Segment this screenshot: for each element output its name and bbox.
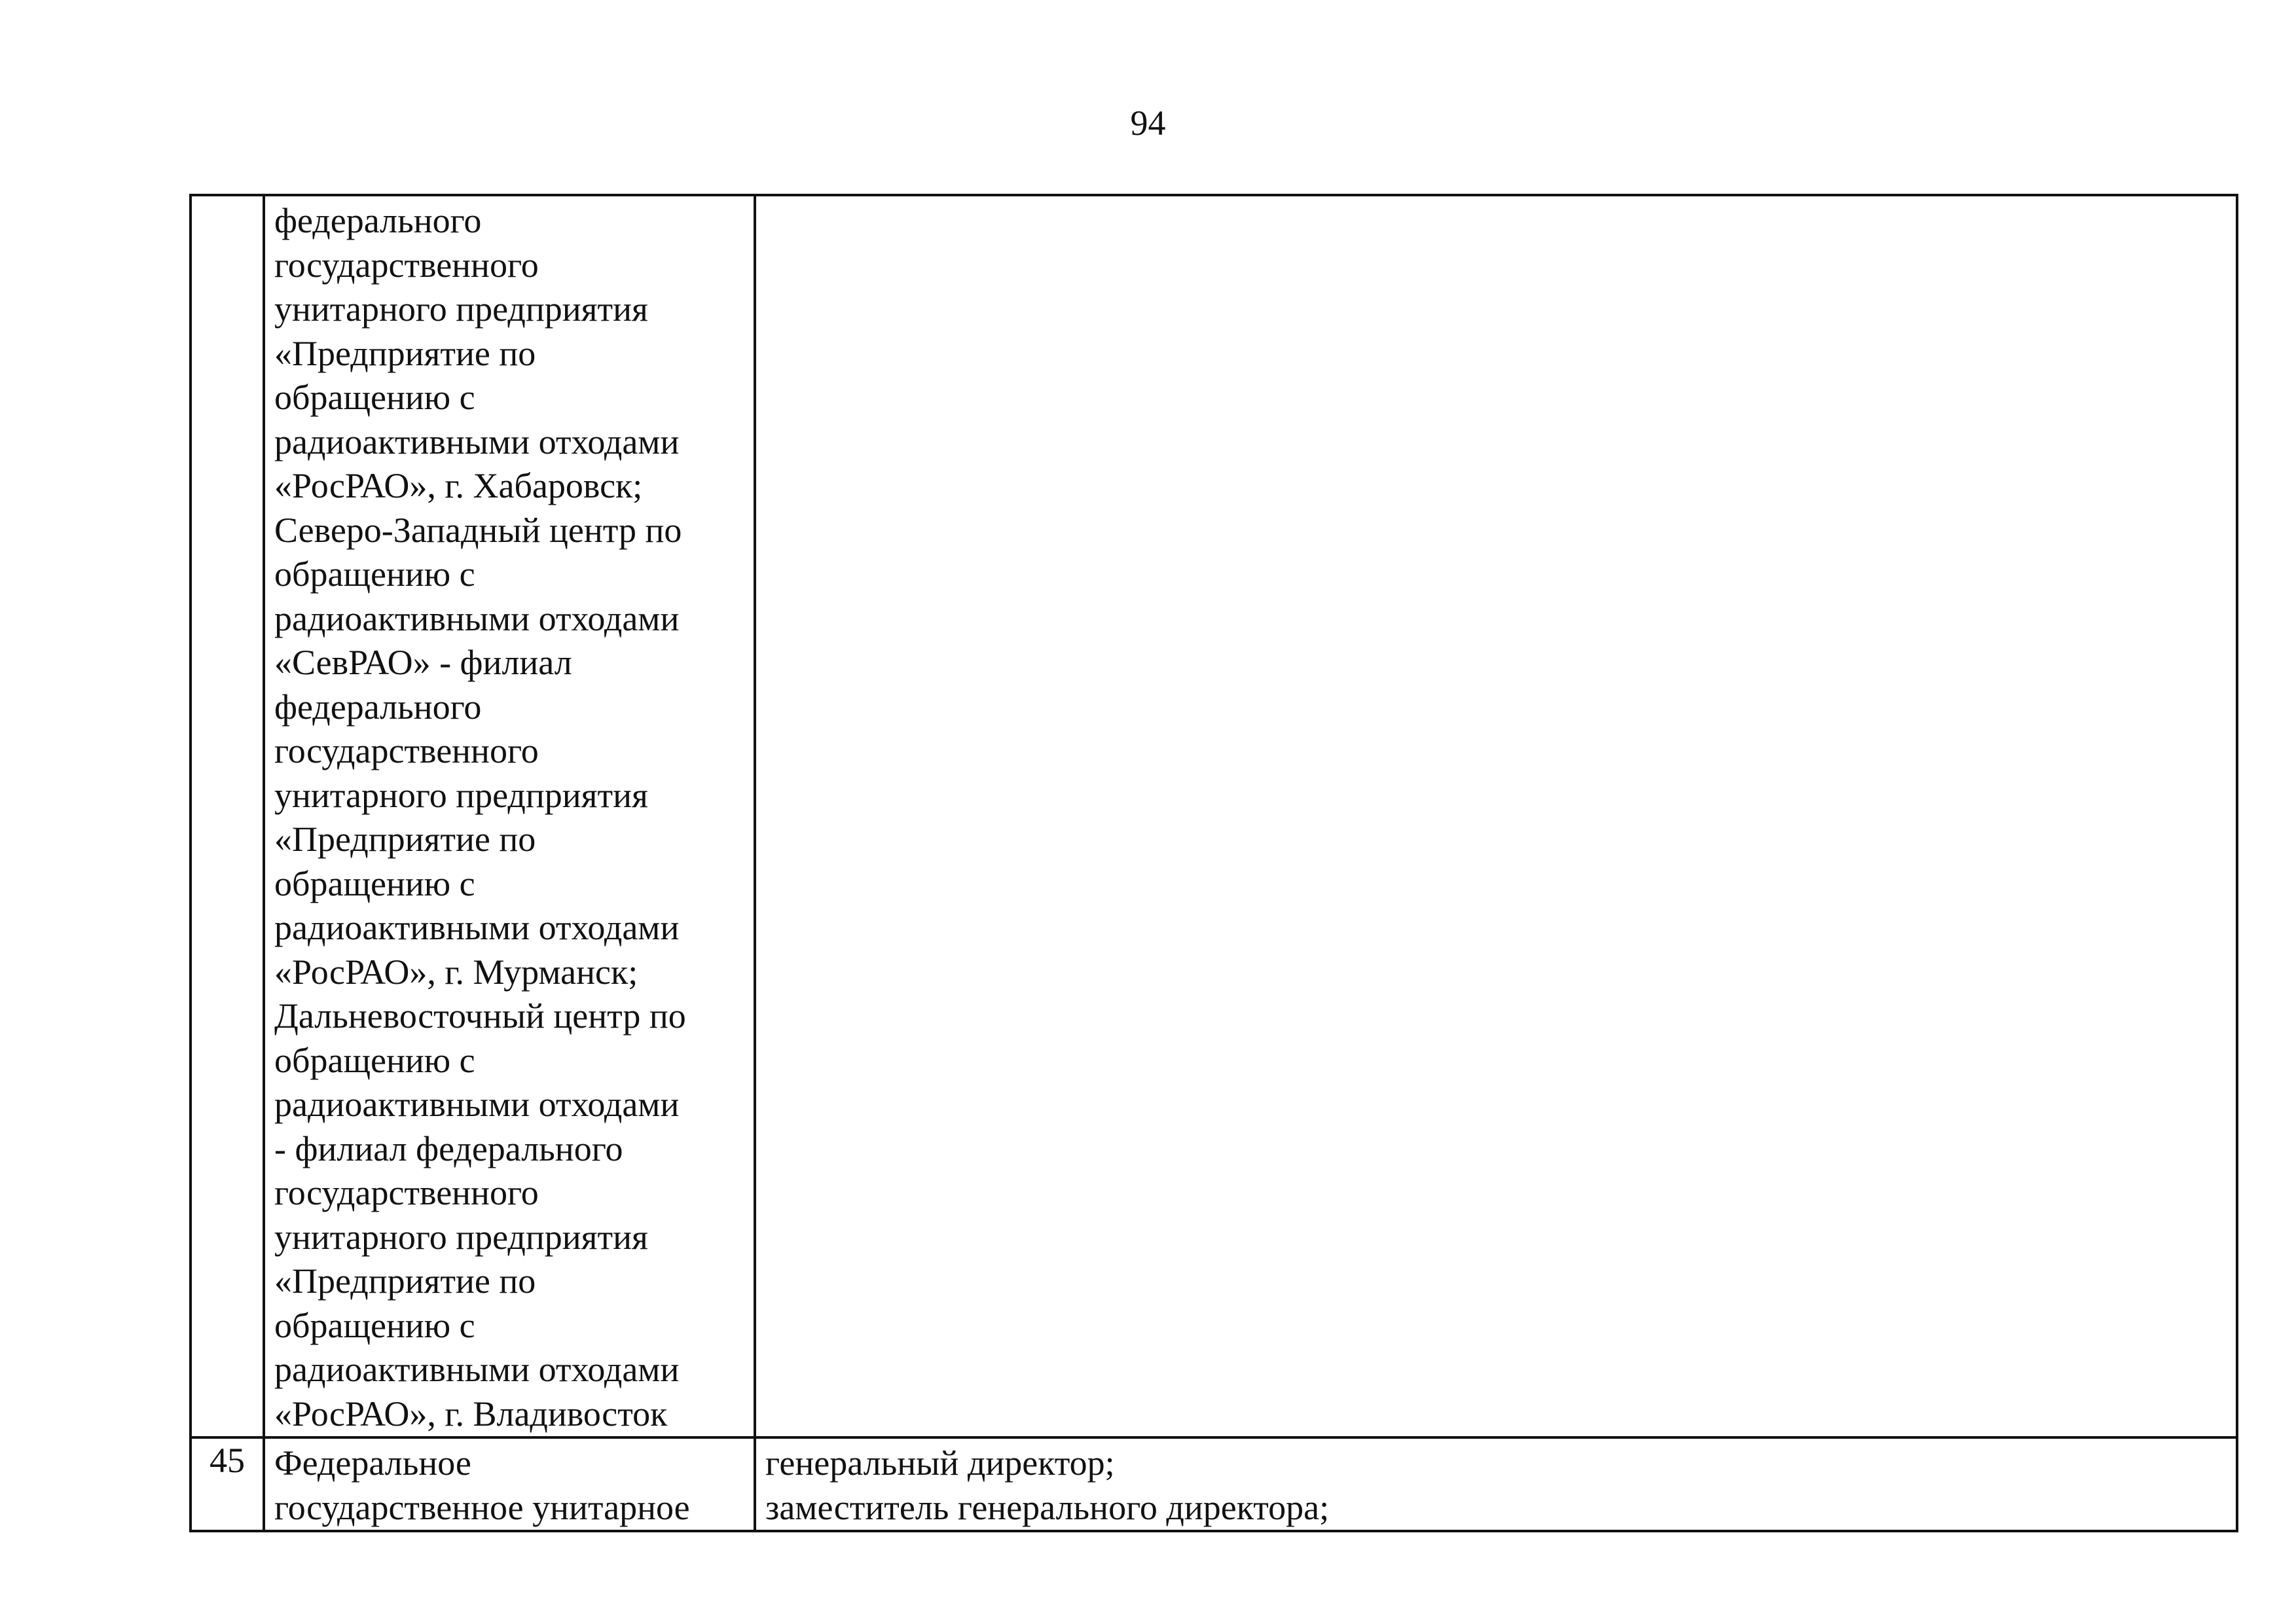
name-line: обращению с: [274, 554, 475, 594]
positions-cell: [755, 1437, 2237, 1531]
name-line: государственное унитарное: [274, 1487, 690, 1527]
name-line: «Предприятие по: [274, 1261, 536, 1301]
name-line: федерального: [274, 201, 482, 240]
position-line: заместитель генерального директора;: [765, 1487, 1330, 1527]
name-line: «РосРАО», г. Мурманск;: [274, 952, 638, 992]
name-line: Дальневосточный центр по: [274, 996, 686, 1036]
name-line: - филиал федерального: [274, 1128, 623, 1168]
positions-table: [189, 194, 2238, 1532]
name-line: унитарного предприятия: [274, 1217, 648, 1257]
position-line: генеральный директор;: [765, 1443, 1115, 1483]
name-line: обращению с: [274, 1305, 475, 1345]
name-line: государственного: [274, 245, 539, 285]
positions-cell: [755, 195, 2237, 1437]
row-number-cell: [191, 195, 264, 1437]
name-line: радиоактивными отходами: [274, 908, 680, 947]
name-line: Федеральное: [274, 1443, 471, 1483]
organization-name-cell: [264, 1437, 755, 1531]
name-line: обращению с: [274, 863, 475, 903]
name-line: унитарного предприятия: [274, 775, 648, 815]
row-number-cell: [191, 1437, 264, 1531]
name-line: государственного: [274, 1173, 539, 1212]
name-line: радиоактивными отходами: [274, 1085, 680, 1124]
name-line: обращению с: [274, 1040, 475, 1080]
page-number: 94: [1130, 103, 1166, 143]
name-line: «СевРАО» - филиал: [274, 643, 572, 682]
table-row: [191, 195, 2237, 1437]
name-line: «РосРАО», г. Хабаровск;: [274, 466, 643, 505]
name-line: «Предприятие по: [274, 820, 536, 859]
name-line: «РосРАО», г. Владивосток: [274, 1394, 668, 1434]
name-line: унитарного предприятия: [274, 289, 648, 329]
name-line: Северо-Западный центр по: [274, 510, 682, 550]
name-line: государственного: [274, 731, 539, 770]
table-row: [191, 1437, 2237, 1531]
name-line: радиоактивными отходами: [274, 1350, 680, 1389]
name-line: радиоактивными отходами: [274, 598, 680, 638]
organization-name-cell: [264, 195, 755, 1437]
name-line: радиоактивными отходами: [274, 422, 680, 461]
row-number: 45: [210, 1441, 245, 1480]
name-line: «Предприятие по: [274, 333, 536, 373]
name-line: обращению с: [274, 378, 475, 417]
name-line: федерального: [274, 687, 482, 727]
